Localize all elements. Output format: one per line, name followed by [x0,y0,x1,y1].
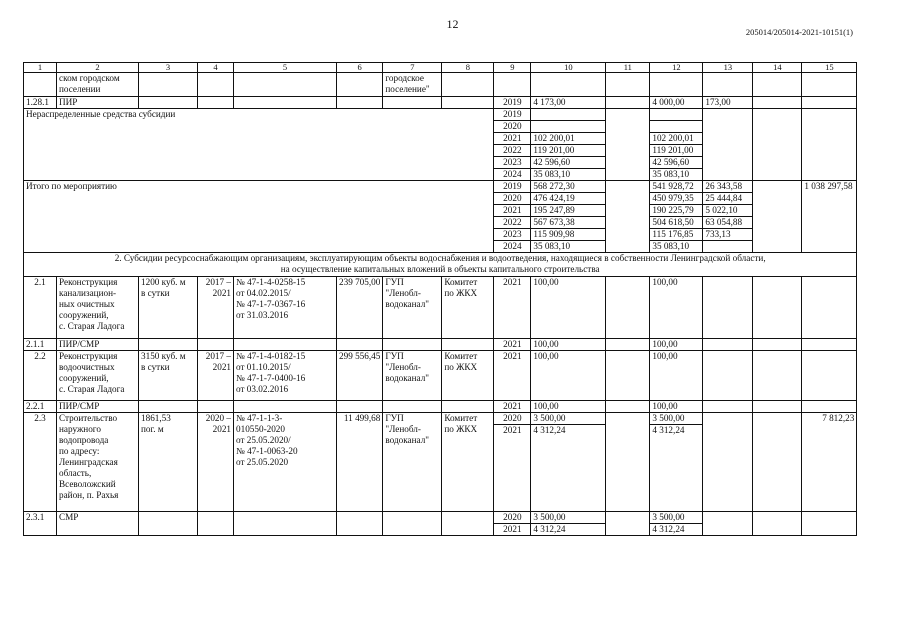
year: 2019 [494,181,531,193]
cell [337,73,383,97]
cell [383,97,442,109]
cell [753,339,802,351]
year: 2020 [494,121,531,133]
cell [703,351,753,401]
cell [753,401,802,413]
organization: ГУП "Ленобл- водоканал" [383,277,442,339]
cell [802,277,857,339]
total-value: 567 673,38 [531,217,606,229]
committee: Комитет по ЖКХ [442,413,494,512]
row-number: 2.1.1 [24,339,57,351]
capacity: 1200 куб. м в сутки [139,277,198,339]
table-row [24,277,857,339]
year: 2021 [494,205,531,217]
col-num: 10 [531,63,606,73]
cell [802,339,857,351]
regional-value: 3 500,00 [650,413,703,425]
row-number: 1.28.1 [24,97,57,109]
period: 2017 – 2021 [198,351,234,401]
cell [198,512,234,536]
budget-table [23,62,857,536]
cell [606,97,650,109]
cell [234,97,337,109]
cell [606,401,650,413]
year: 2019 [494,109,531,121]
col-num: 11 [606,63,650,73]
col-num: 15 [802,63,857,73]
cell [650,73,703,97]
cell [442,512,494,536]
local-value: 173,00 [703,97,753,109]
local-value: 733,13 [703,229,753,241]
regional-value: 100,00 [650,339,703,351]
table-row [24,181,857,193]
row-name: Реконструкция канализацион- ных очистных сооружений, с. Старая Ладога [57,277,139,339]
cell [234,339,337,351]
col-num: 8 [442,63,494,73]
cell [442,401,494,413]
capacity: 1861,53 пог. м [139,413,198,512]
table-row [24,109,857,121]
table-row [24,351,857,401]
committee: Комитет по ЖКХ [442,351,494,401]
year: 2021 [494,524,531,536]
col-num: 1 [24,63,57,73]
regional-value: 100,00 [650,351,703,401]
year: 2021 [494,401,531,413]
row-name: Реконструкция водоочистных сооружений, с. Старая Ладога [57,351,139,401]
row-name: СМР [57,512,139,536]
cell [802,73,857,97]
total-value: 3 500,00 [531,512,606,524]
regional-value: 42 596,60 [650,157,703,169]
total-value [531,109,606,121]
regional-value: 115 176,85 [650,229,703,241]
cell [753,277,802,339]
cell [337,401,383,413]
table-row [24,339,857,351]
total-value: 4 173,00 [531,97,606,109]
cell [753,97,802,109]
documents: № 47-1-4-0258-15 от 04.02.2015/ № 47-1-7-0367-16 от 31.03.2016 [234,277,337,339]
cell [198,401,234,413]
cell [703,339,753,351]
total-value: 42 596,60 [531,157,606,169]
row-number: 2.2 [24,351,57,401]
cell [753,512,802,536]
section-row [24,253,857,277]
cell [606,351,650,401]
cell [606,181,650,253]
col-num: 14 [753,63,802,73]
year: 2020 [494,193,531,205]
cont-owner: городское поселение" [383,73,442,97]
cell [753,413,802,512]
row-name: Строительство наружного водопровода по адресу: Ленинградская область, Всеволожский район, п. Рахья [57,413,139,512]
cell [442,339,494,351]
column-number-row [24,63,857,73]
year: 2022 [494,145,531,157]
total-sum: 7 812,23 [802,413,857,512]
local-value: 5 022,10 [703,205,753,217]
capacity: 3150 куб. м в сутки [139,351,198,401]
documents: № 47-1-1-3- 010550-2020 от 25.05.2020/ № 47-1-0063-20 от 25.05.2020 [234,413,337,512]
cell [442,97,494,109]
col-num: 2 [57,63,139,73]
cell [139,339,198,351]
cell [606,512,650,536]
cell [531,73,606,97]
section-title-line2: на осуществление капитальных вложений в объекты капитального строительства [280,264,600,274]
total-value: 568 272,30 [531,181,606,193]
cell [802,109,857,181]
year: 2021 [494,277,531,339]
year: 2021 [494,351,531,401]
cell [703,401,753,413]
cell [337,512,383,536]
cell [802,512,857,536]
table-row [24,73,857,97]
total-value: 3 500,00 [531,413,606,425]
row-number: 2.1 [24,277,57,339]
total-value: 102 200,01 [531,133,606,145]
total-value: 119 201,00 [531,145,606,157]
local-value: 63 054,88 [703,217,753,229]
year: 2024 [494,241,531,253]
cell [442,73,494,97]
cell [606,73,650,97]
regional-value: 100,00 [650,401,703,413]
cell [753,351,802,401]
total-value: 100,00 [531,339,606,351]
year: 2019 [494,97,531,109]
total-value: 4 312,24 [531,524,606,536]
year: 2024 [494,169,531,181]
cell [198,73,234,97]
cell [606,277,650,339]
period: 2017 – 2021 [198,277,234,339]
regional-value: 541 928,72 [650,181,703,193]
organization: ГУП "Ленобл- водоканал" [383,413,442,512]
regional-value: 3 500,00 [650,512,703,524]
col-num: 7 [383,63,442,73]
total-sum: 1 038 297,58 [802,181,857,253]
cell [606,339,650,351]
year: 2020 [494,413,531,425]
regional-value: 4 312,24 [650,524,703,536]
row-name: ПИР/СМР [57,339,139,351]
local-value [703,241,753,253]
cell [802,97,857,109]
unallocated-label: Нераспределенные средства субсидии [24,109,494,181]
total-value: 115 909,98 [531,229,606,241]
local-value: 26 343,58 [703,181,753,193]
cell [139,73,198,97]
col-num: 9 [494,63,531,73]
regional-value: 35 083,10 [650,169,703,181]
row-number: 2.2.1 [24,401,57,413]
regional-value: 35 083,10 [650,241,703,253]
organization: ГУП "Ленобл- водоканал" [383,351,442,401]
page-number: 12 [446,17,459,31]
cell [753,73,802,97]
total-value [531,121,606,133]
col-num: 6 [337,63,383,73]
row-name: ПИР [57,97,139,109]
table-row [24,97,857,109]
estimated-cost: 299 556,45 [337,351,383,401]
year: 2020 [494,512,531,524]
total-value: 476 424,19 [531,193,606,205]
cell [234,73,337,97]
total-value: 195 247,89 [531,205,606,217]
row-number: 2.3.1 [24,512,57,536]
total-value: 35 083,10 [531,169,606,181]
regional-value: 4 312,24 [650,425,703,512]
cell [198,339,234,351]
document-id: 205014/205014-2021-10151(1) [745,27,853,37]
cell [802,351,857,401]
cell [24,73,57,97]
cell [753,181,802,253]
col-num: 12 [650,63,703,73]
estimated-cost: 11 499,68 [337,413,383,512]
section-title [24,253,857,277]
cell [753,109,802,181]
regional-value: 4 000,00 [650,97,703,109]
regional-value [650,121,703,133]
cell [234,401,337,413]
regional-value: 450 979,35 [650,193,703,205]
cell [703,73,753,97]
col-num: 3 [139,63,198,73]
period: 2020 – 2021 [198,413,234,512]
cell [606,109,650,181]
committee: Комитет по ЖКХ [442,277,494,339]
cell [494,73,531,97]
cell [383,401,442,413]
year: 2022 [494,217,531,229]
estimated-cost: 239 705,00 [337,277,383,339]
year: 2021 [494,425,531,512]
cell [383,339,442,351]
total-value: 4 312,24 [531,425,606,512]
cell [234,512,337,536]
section-title-line1: 2. Субсидии ресурсоснабжающим организациям, эксплуатирующим объекты водоснабжения и водоотведения, находящиеся в собственности Ленинградской области, [114,253,766,263]
year: 2021 [494,133,531,145]
table-row [24,413,857,425]
table-row [24,401,857,413]
cell [703,512,753,536]
cell [198,97,234,109]
year: 2021 [494,339,531,351]
local-value: 25 444,84 [703,193,753,205]
row-number: 2.3 [24,413,57,512]
col-num: 13 [703,63,753,73]
total-value: 100,00 [531,351,606,401]
cell [337,97,383,109]
regional-value [650,109,703,121]
regional-value: 504 618,50 [650,217,703,229]
total-value: 100,00 [531,401,606,413]
cell [383,512,442,536]
col-num: 4 [198,63,234,73]
cell [139,97,198,109]
regional-value: 102 200,01 [650,133,703,145]
regional-value: 190 225,79 [650,205,703,217]
cell [337,339,383,351]
documents: № 47-1-4-0182-15 от 01.10.2015/ № 47-1-7-0400-16 от 03.02.2016 [234,351,337,401]
total-value: 35 083,10 [531,241,606,253]
year: 2023 [494,229,531,241]
regional-value: 100,00 [650,277,703,339]
col-num: 5 [234,63,337,73]
cont-name: ском городском поселении [57,73,139,97]
cell [139,512,198,536]
row-name: ПИР/СМР [57,401,139,413]
year: 2023 [494,157,531,169]
total-value: 100,00 [531,277,606,339]
cell [139,401,198,413]
total-label: Итого по мероприятию [24,181,494,253]
table-row [24,512,857,524]
cell [606,413,650,512]
cell [703,277,753,339]
regional-value: 119 201,00 [650,145,703,157]
cell [703,109,753,181]
cell [802,401,857,413]
cell [703,413,753,512]
